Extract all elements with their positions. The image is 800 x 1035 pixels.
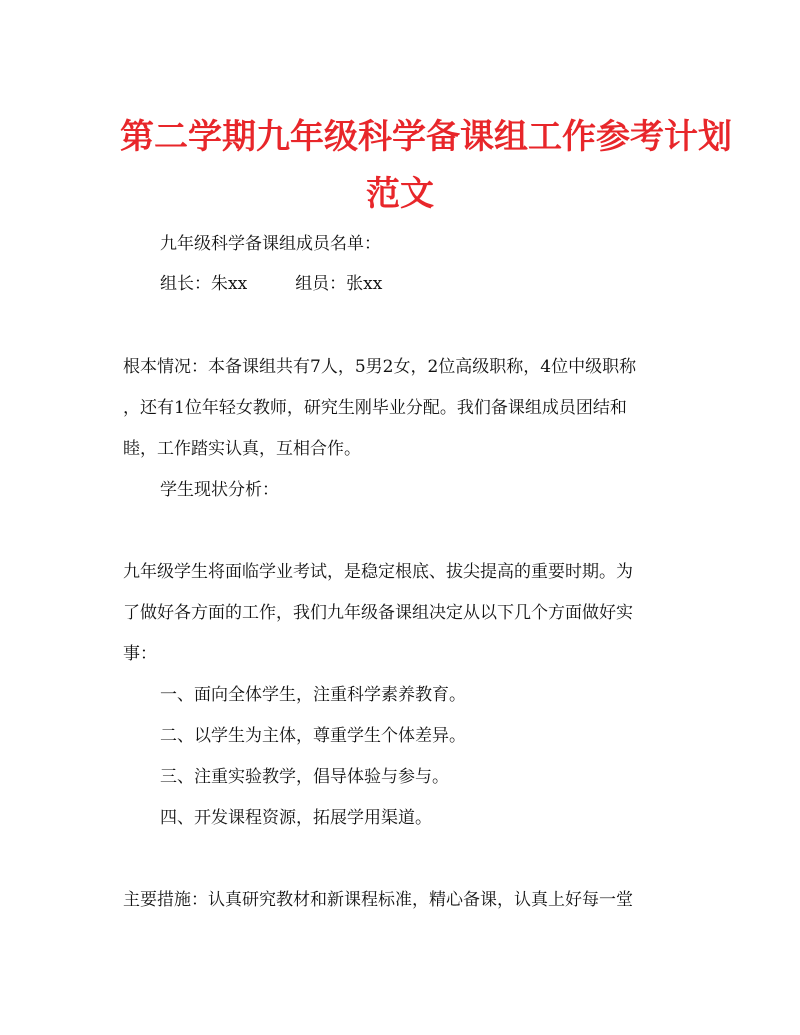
main-measures-line-1: 主要措施：认真研究教材和新课程标准，精心备课，认真上好每一堂 bbox=[123, 890, 633, 910]
basic-situation-line-3: 睦，工作踏实认真，互相合作。 bbox=[123, 439, 361, 459]
document-title-line-1: 第二学期九年级科学备课组工作参考计划 bbox=[120, 117, 732, 157]
basic-situation-line-1: 根本情况：本备课组共有7人，5男2女，2位高级职称，4位中级职称 bbox=[123, 357, 637, 377]
analysis-line-1: 九年级学生将面临学业考试，是稳定根底、拔尖提高的重要时期。为 bbox=[123, 562, 633, 582]
analysis-line-3: 事： bbox=[123, 644, 157, 664]
list-item-3: 三、注重实验教学，倡导体验与参与。 bbox=[160, 767, 449, 787]
group-leader: 组长：朱xx bbox=[160, 274, 248, 294]
analysis-line-2: 了做好各方面的工作，我们九年级备课组决定从以下几个方面做好实 bbox=[123, 603, 633, 623]
group-member: 组员：张xx bbox=[295, 274, 383, 294]
members-line bbox=[160, 273, 382, 295]
list-item-1: 一、面向全体学生，注重科学素养教育。 bbox=[160, 685, 466, 705]
student-analysis-heading: 学生现状分析： bbox=[160, 480, 279, 500]
list-item-2: 二、以学生为主体，尊重学生个体差异。 bbox=[160, 726, 466, 746]
list-item-4: 四、开发课程资源，拓展学用渠道。 bbox=[160, 808, 432, 828]
document-title-line-2: 范文 bbox=[366, 174, 434, 214]
basic-situation-line-2: ，还有1位年轻女教师，研究生刚毕业分配。我们备课组成员团结和 bbox=[123, 398, 627, 418]
members-heading: 九年级科学备课组成员名单： bbox=[160, 234, 381, 254]
